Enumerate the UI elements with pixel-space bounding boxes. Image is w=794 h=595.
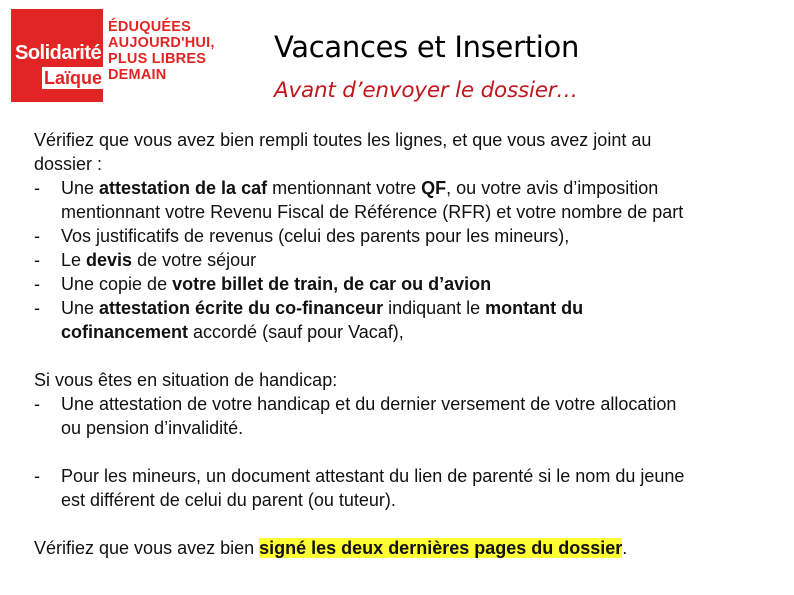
document-body: [34, 128, 774, 560]
page-title: Vacances et Insertion: [274, 30, 580, 64]
logo-brand-solidarite: Solidarité: [15, 42, 102, 64]
text-run: mentionnant votre Revenu Fiscal de Référence (RFR) et votre nombre de part: [61, 202, 684, 222]
text-run: Une copie de: [61, 274, 173, 294]
solidarite-laique-logo: [11, 9, 229, 102]
bold-text: cofinancement: [61, 322, 189, 342]
slogan-line: DEMAIN: [108, 67, 167, 83]
spacer: [34, 440, 774, 464]
list-item-continuation: [34, 488, 774, 512]
highlighted-text: signé les deux dernières pages du dossier: [259, 538, 623, 558]
text-run: Le: [61, 250, 87, 270]
list-dash: -: [34, 250, 40, 270]
page-subtitle: Avant d’envoyer le dossier…: [274, 78, 578, 103]
list-item-continuation: [34, 200, 774, 224]
list-dash: -: [34, 394, 40, 414]
list-item: [34, 272, 774, 296]
list-item: [34, 176, 774, 200]
text-run: Vos justificatifs de revenus (celui des parents pour les mineurs),: [61, 226, 570, 246]
text-run: indiquant le: [383, 298, 486, 318]
bold-text: attestation écrite du co-financeur: [99, 298, 384, 318]
spacer: [34, 344, 774, 368]
final-reminder: [34, 536, 774, 560]
list-dash: -: [34, 226, 40, 246]
text-run: Pour les mineurs, un document attestant du lien de parenté si le nom du jeune: [61, 466, 685, 486]
list-item-continuation: [34, 320, 774, 344]
list-item: [34, 248, 774, 272]
text-run: Une: [61, 298, 100, 318]
list-dash: -: [34, 178, 40, 198]
text-run: de votre séjour: [132, 250, 257, 270]
spacer: [34, 512, 774, 536]
handicap-heading: Si vous êtes en situation de handicap:: [34, 370, 338, 390]
bold-text: devis: [86, 250, 133, 270]
logo-slogan: [108, 19, 215, 83]
bold-text: attestation de la caf: [99, 178, 268, 198]
text-run: accordé (sauf pour Vacaf),: [188, 322, 404, 342]
text-run: , ou votre avis d’imposition: [446, 178, 659, 198]
list-item: [34, 464, 774, 488]
list-dash: -: [34, 466, 40, 486]
list-item: [34, 296, 774, 320]
text-run: .: [622, 538, 628, 558]
slogan-line: PLUS LIBRES: [108, 51, 207, 67]
list-item: [34, 224, 774, 248]
text-run: Une: [61, 178, 100, 198]
bold-text: QF: [421, 178, 447, 198]
text-run: Vérifiez que vous avez bien: [34, 538, 260, 558]
text-run: est différent de celui du parent (ou tuteur).: [61, 490, 396, 510]
intro-line: Vérifiez que vous avez bien rempli toutes les lignes, et que vous avez joint au: [34, 130, 652, 150]
slogan-line: ÉDUQUÉES: [108, 19, 191, 35]
logo-brand-laique: Laïque: [44, 68, 103, 88]
text-run: ou pension d’invalidité.: [61, 418, 244, 438]
list-item-continuation: [34, 416, 774, 440]
intro-line: dossier :: [34, 154, 103, 174]
list-dash: -: [34, 274, 40, 294]
list-dash: -: [34, 298, 40, 318]
bold-text: votre billet de train, de car ou d’avion: [172, 274, 492, 294]
slogan-line: AUJOURD'HUI,: [108, 35, 215, 51]
text-run: Une attestation de votre handicap et du dernier versement de votre allocation: [61, 394, 677, 414]
text-run: mentionnant votre: [267, 178, 422, 198]
list-item: [34, 392, 774, 416]
bold-text: montant du: [485, 298, 584, 318]
